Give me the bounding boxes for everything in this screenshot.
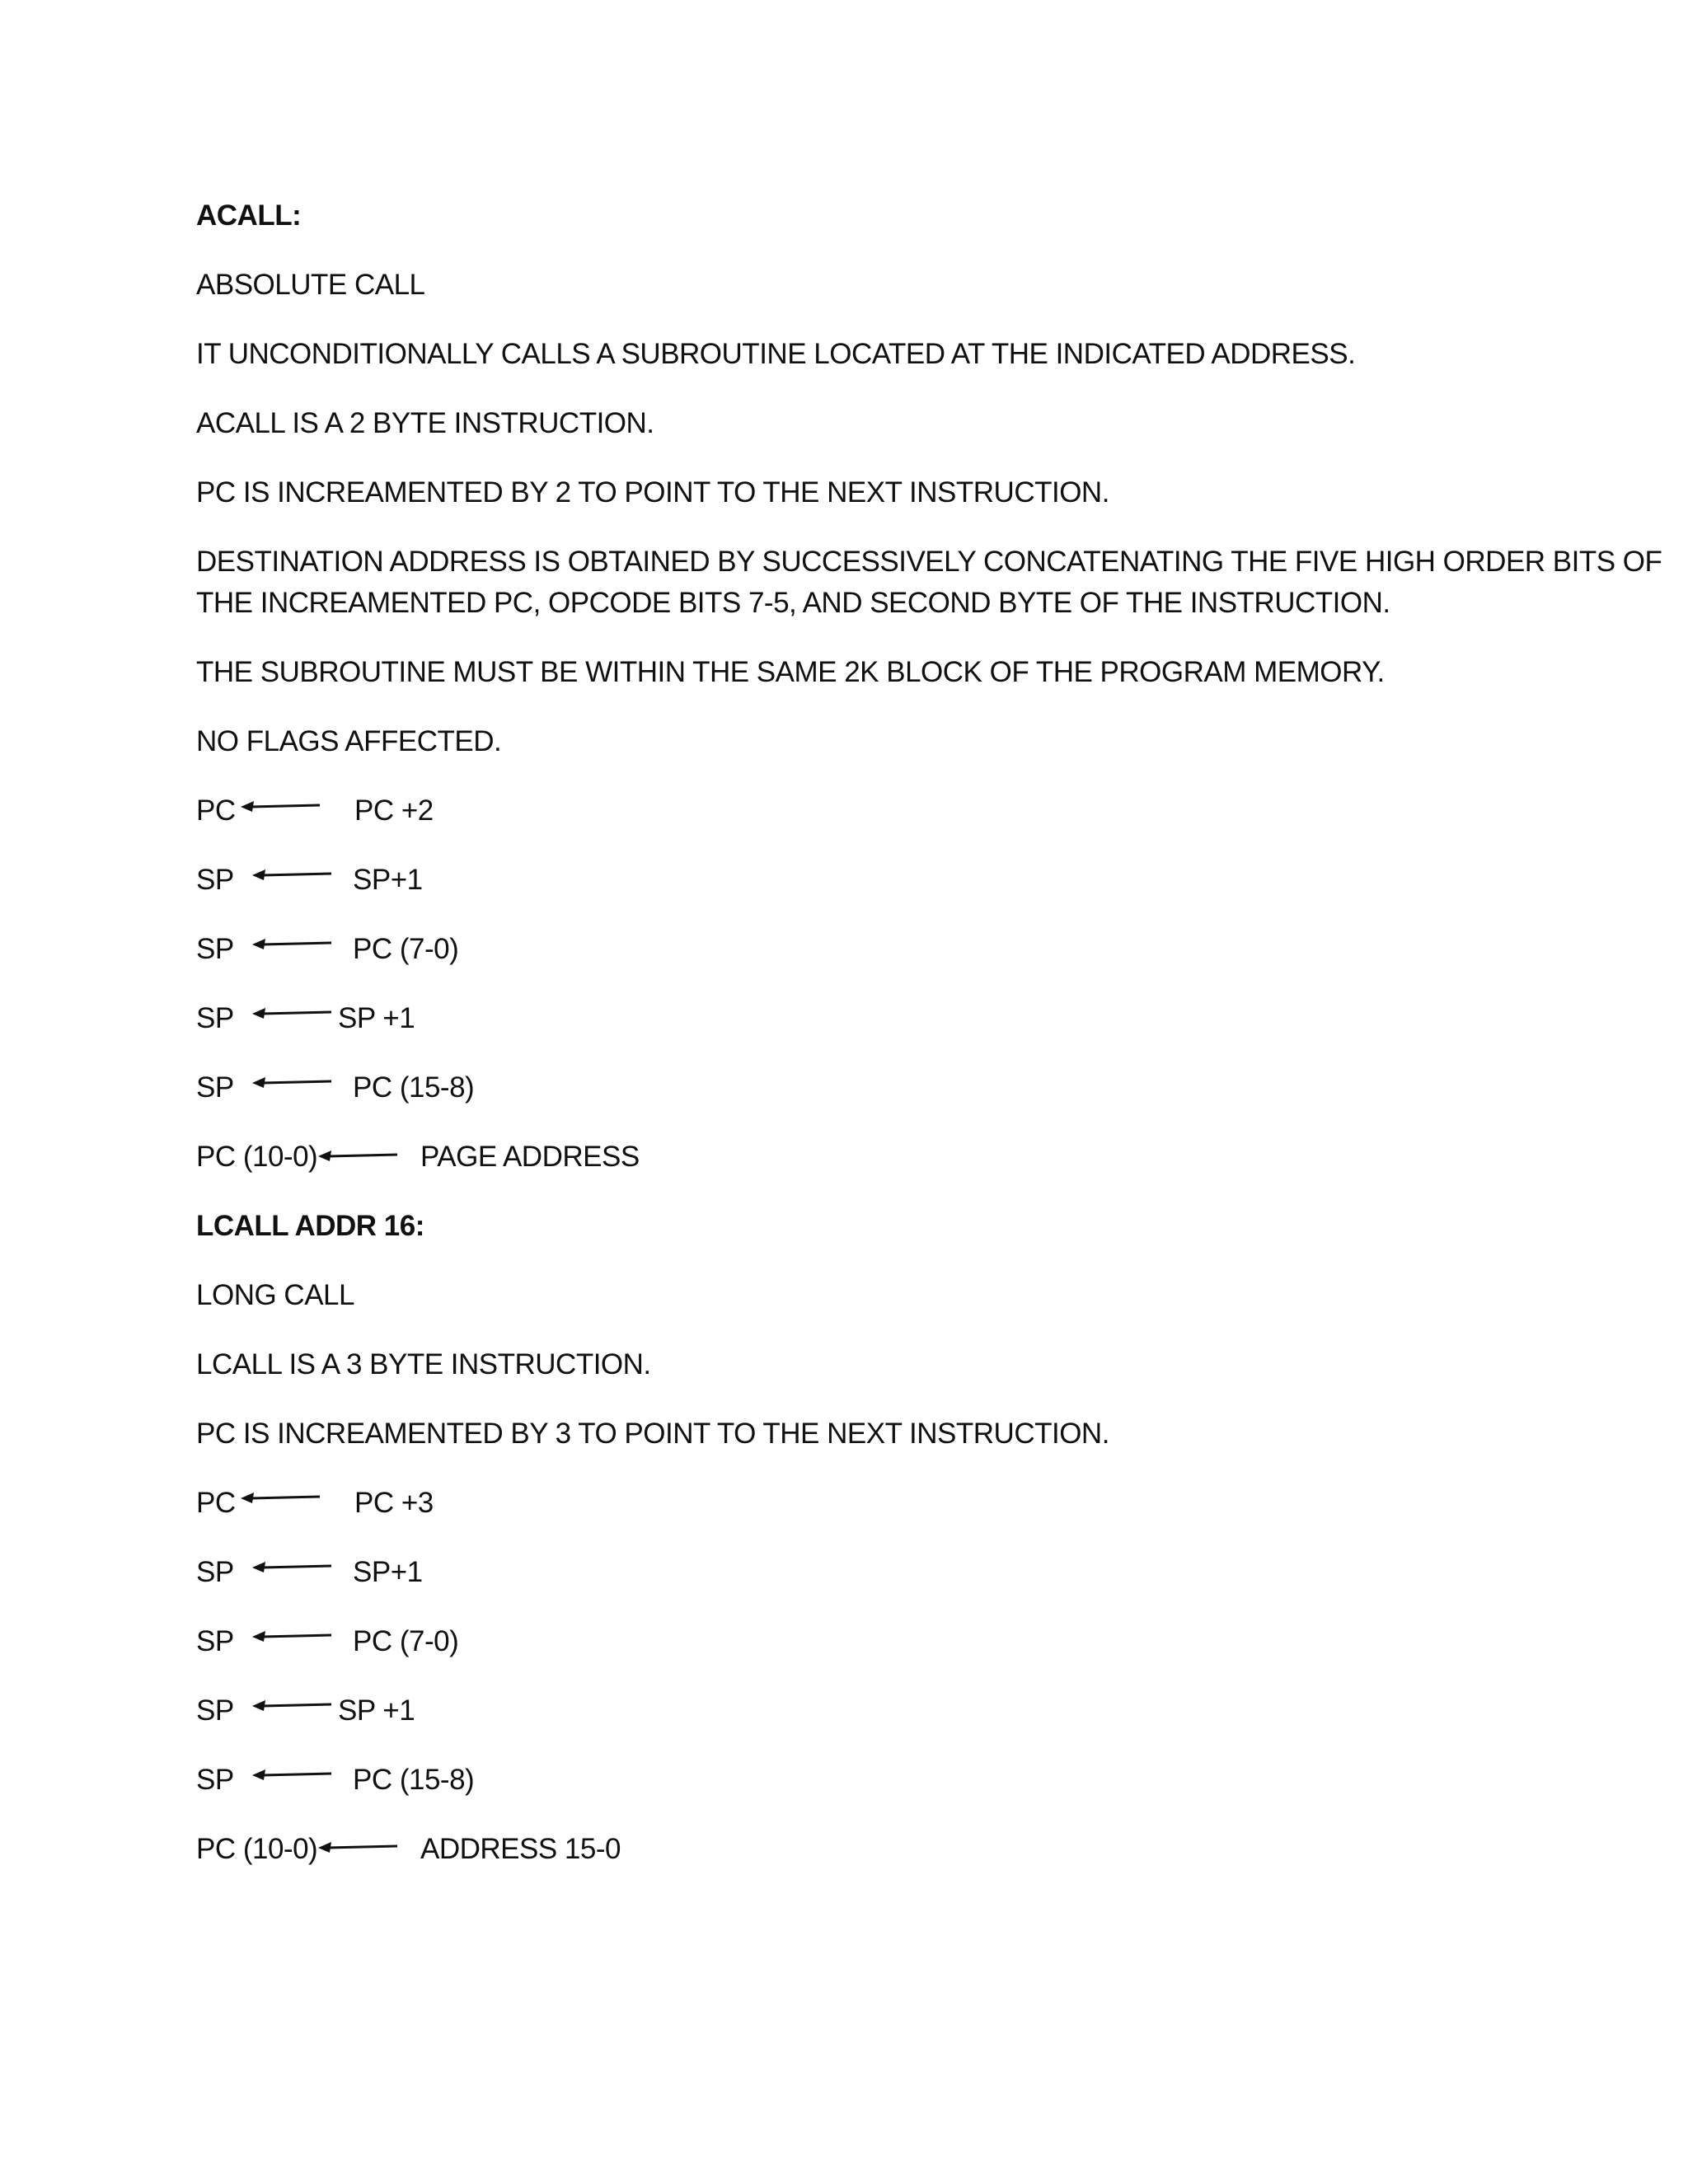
lcall-name: LONG CALL [196, 1279, 354, 1311]
left-arrow-icon [252, 936, 333, 953]
acall-op-lhs: PC [196, 794, 236, 827]
left-arrow-icon [252, 1005, 333, 1022]
lcall-op-rhs: SP+1 [353, 1556, 423, 1588]
left-arrow-icon [252, 1767, 333, 1783]
acall-block-note: THE SUBROUTINE MUST BE WITHIN THE SAME 2K BLOCK OF THE PROGRAM MEMORY. [196, 656, 1385, 688]
left-arrow-icon [252, 867, 333, 883]
left-arrow-icon [252, 1698, 333, 1714]
lcall-op-lhs: SP [196, 1556, 234, 1588]
acall-op-rhs: SP+1 [353, 864, 423, 896]
acall-pc-note: PC IS INCREAMENTED BY 2 TO POINT TO THE NEXT INSTRUCTION. [196, 476, 1109, 509]
left-arrow-icon [318, 1840, 399, 1856]
acall-op-lhs: PC (10-0) [196, 1141, 318, 1173]
acall-op-rhs: PC (7-0) [353, 933, 459, 965]
left-arrow-icon [318, 1148, 399, 1165]
acall-destination-line-1: DESTINATION ADDRESS IS OBTAINED BY SUCCESSIVELY CONCATENATING THE FIVE HIGH ORDER BITS OF [196, 546, 1662, 578]
acall-flags-note: NO FLAGS AFFECTED. [196, 725, 502, 757]
acall-op-rhs: PC (15-8) [353, 1071, 475, 1104]
acall-op-lhs: SP [196, 1071, 234, 1104]
acall-op-lhs: SP [196, 864, 234, 896]
lcall-pc-note: PC IS INCREAMENTED BY 3 TO POINT TO THE NEXT INSTRUCTION. [196, 1418, 1109, 1450]
left-arrow-icon [252, 1559, 333, 1576]
left-arrow-icon [252, 1075, 333, 1091]
acall-op-lhs: SP [196, 933, 234, 965]
left-arrow-icon [241, 1490, 321, 1507]
acall-destination-line-2: THE INCREAMENTED PC, OPCODE BITS 7-5, AND SECOND BYTE OF THE INSTRUCTION. [196, 587, 1390, 619]
lcall-size-note: LCALL IS A 3 BYTE INSTRUCTION. [196, 1348, 651, 1380]
acall-op-lhs: SP [196, 1002, 234, 1034]
lcall-op-lhs: PC [196, 1487, 236, 1519]
lcall-heading: LCALL ADDR 16: [196, 1210, 424, 1242]
acall-op-rhs: SP +1 [338, 1002, 415, 1034]
lcall-op-rhs: SP +1 [338, 1694, 415, 1727]
left-arrow-icon [241, 799, 321, 815]
acall-op-rhs: PAGE ADDRESS [420, 1141, 640, 1173]
lcall-op-lhs: SP [196, 1625, 234, 1657]
lcall-op-lhs: SP [196, 1764, 234, 1796]
lcall-op-rhs: PC +3 [354, 1487, 434, 1519]
lcall-op-lhs: PC (10-0) [196, 1833, 318, 1865]
lcall-op-rhs: PC (15-8) [353, 1764, 475, 1796]
acall-op-rhs: PC +2 [354, 794, 434, 827]
acall-name: ABSOLUTE CALL [196, 269, 425, 301]
acall-heading: ACALL: [196, 199, 302, 232]
lcall-op-rhs: ADDRESS 15-0 [420, 1833, 621, 1865]
lcall-op-rhs: PC (7-0) [353, 1625, 459, 1657]
acall-description: IT UNCONDITIONALLY CALLS A SUBROUTINE LOCATED AT THE INDICATED ADDRESS. [196, 338, 1356, 370]
acall-size-note: ACALL IS A 2 BYTE INSTRUCTION. [196, 407, 654, 439]
lcall-op-lhs: SP [196, 1694, 234, 1727]
left-arrow-icon [252, 1629, 333, 1645]
